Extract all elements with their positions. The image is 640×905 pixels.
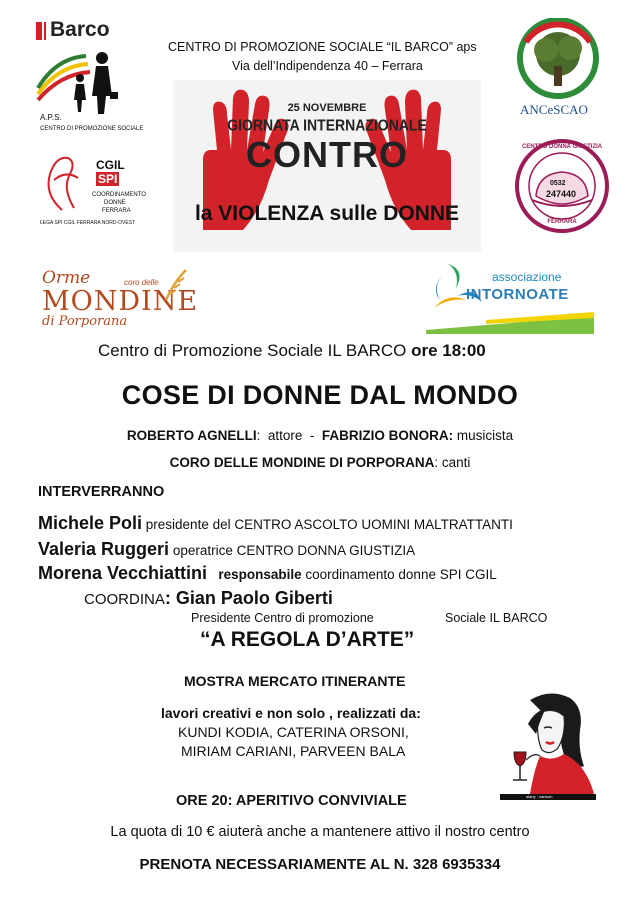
speaker-role: operatrice CENTRO DONNA GIUSTIZIA	[169, 543, 416, 558]
cgil-sub4: LEGA SPI CGIL FERRARA NORD-OVEST	[40, 220, 136, 226]
barco-logo-title: Barco	[50, 18, 110, 41]
spi-brand: SPI	[98, 172, 118, 186]
speaker-name: Morena Vecchiattini	[38, 563, 208, 583]
coordina-role-2: Sociale IL BARCO	[445, 611, 548, 625]
speaker-name: Michele Poli	[38, 513, 143, 533]
venue-line	[98, 341, 486, 361]
organizer-name: CENTRO DI PROMOZIONE SOCIALE “IL BARCO” aps	[168, 40, 477, 54]
red-ribbon-icon	[40, 150, 86, 212]
venue-time: ore 18:00	[411, 341, 486, 360]
donna-giustizia-logo	[514, 138, 610, 234]
banner-line1: GIORNATA INTERNAZIONALE	[227, 116, 427, 134]
performers-line	[0, 428, 640, 443]
prenota-line: PRENOTA NECESSARIAMENTE AL N. 328 6935334	[139, 856, 501, 873]
barco-logo-aps: A.P.S.	[40, 113, 62, 122]
mondine-coro: coro delle	[124, 278, 159, 287]
coordina-role-1: Presidente Centro di promozione	[191, 611, 374, 625]
regola-title: “A REGOLA D’ARTE”	[200, 628, 415, 651]
cgil-sub2: DONNE	[104, 200, 126, 206]
choir-name: CORO DELLE MONDINE DI PORPORANA	[169, 455, 435, 470]
donna-giustizia-phone1: 0532	[550, 180, 566, 187]
speaker-role-bold: responsabile	[207, 567, 302, 582]
lavori-line-3: MIRIAM CARIANI, PARVEEN BALA	[181, 743, 406, 759]
banner-date: 25 NOVEMBRE	[287, 102, 367, 114]
cgil-sub3: FERRARA	[102, 208, 131, 214]
event-title: COSE DI DONNE DAL MONDO	[121, 380, 519, 410]
performer-1-name: ROBERTO AGNELLI	[126, 428, 257, 443]
coordina-label: COORDINA	[84, 591, 165, 608]
event-banner	[173, 80, 481, 252]
barco-logo-subtitle: CENTRO DI PROMOZIONE SOCIALE	[40, 126, 144, 132]
mostra-heading: MOSTRA MERCATO ITINERANTE	[184, 673, 406, 689]
ancescao-logo	[516, 18, 606, 118]
coordina-name: : Gian Paolo Giberti	[164, 588, 333, 608]
cgil-spi-logo	[40, 150, 150, 245]
mondine-orme: Orme	[42, 268, 91, 288]
quota-line: La quota di 10 € aiuterà anche a mantenere attivo il nostro centro	[110, 824, 530, 840]
intornoate-name: INTORNOATE	[466, 286, 569, 303]
coordina-line	[84, 588, 333, 609]
aperitivo-line: ORE 20: APERITIVO CONVIVIALE	[176, 793, 407, 809]
intornoate-assoc: associazione	[492, 270, 562, 284]
donna-giustizia-ring-top: CENTRO DONNA GIUSTIZIA	[522, 144, 603, 150]
choir-line	[0, 455, 640, 470]
speaker-role: coordinamento donne SPI CGIL	[301, 567, 497, 582]
organizer-address: Via dell’Indipendenza 40 – Ferrara	[232, 59, 423, 73]
speaker-role: presidente del CENTRO ASCOLTO UOMINI MALTRATTANTI	[142, 517, 513, 532]
woman-wine-icon	[500, 690, 596, 805]
donna-giustizia-ring-bottom: FERRARA	[547, 219, 577, 225]
woman-illustration	[500, 690, 596, 805]
tree-icon	[516, 18, 606, 100]
cgil-sub1: COORDINAMENTO	[92, 192, 146, 198]
speaker-row	[38, 563, 497, 584]
cgil-brand: CGIL	[96, 158, 125, 172]
speaker-row	[38, 513, 513, 534]
lavori-line-2: KUNDI KODIA, CATERINA ORSONI,	[178, 724, 409, 740]
lavori-line-1: lavori creativi e non solo , realizzati da:	[161, 705, 421, 721]
rice-stalk-icon	[160, 268, 190, 302]
choir-role: : canti	[434, 455, 471, 470]
art-caption: alany · cartoon	[526, 794, 553, 799]
mondine-logo	[40, 266, 240, 332]
venue-text: Centro di Promozione Sociale IL BARCO	[98, 341, 412, 360]
performer-2-name: FABRIZIO BONORA:	[321, 428, 454, 443]
barco-logo	[36, 18, 144, 138]
banner-line3: la VIOLENZA sulle DONNE	[194, 202, 460, 225]
ancescao-label: ANCeSCAO	[520, 102, 588, 117]
performer-1-role: : attore -	[256, 428, 322, 443]
interverranno-heading: INTERVERRANNO	[38, 484, 165, 500]
speaker-row	[38, 539, 415, 560]
performer-2-role: musicista	[453, 428, 514, 443]
speaker-name: Valeria Ruggeri	[38, 539, 170, 559]
donna-giustizia-phone2: 247440	[546, 189, 577, 199]
mondine-title: MONDINE	[42, 286, 199, 317]
mondine-porporana: di Porporana	[42, 314, 128, 329]
intornoate-logo	[426, 256, 594, 334]
banner-line2: CONTRO	[246, 134, 408, 175]
